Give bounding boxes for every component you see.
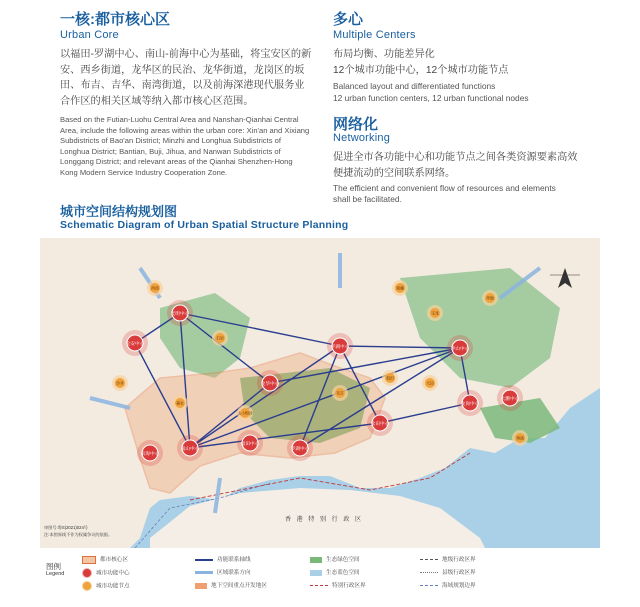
sea-swatch <box>420 585 438 586</box>
legend-item: 县级行政区界 <box>420 568 476 576</box>
city-center <box>457 390 483 416</box>
legend-title-en: Legend <box>46 571 65 577</box>
center-label: 龙华中心 <box>260 381 280 386</box>
center-label: 前海中心 <box>140 451 160 456</box>
network-text-cn: 促进全市各功能中心和功能节点之间各类资源要素高效便捷流动的空间联系网络。 <box>333 152 578 179</box>
urban-core-swatch <box>82 556 96 564</box>
diagram-title-en: Schematic Diagram of Urban Spatial Structure Planning <box>60 219 349 231</box>
diagram-title-cn: 城市空间结构规划图 <box>60 204 178 219</box>
city-node <box>382 370 398 386</box>
legend-item: 区域联系方向 <box>195 568 251 576</box>
node-label: 坂田 <box>386 376 394 381</box>
legend-item: 生态绿色空间 <box>310 555 360 563</box>
blue-swatch <box>310 570 322 576</box>
city-node <box>112 375 128 391</box>
legend <box>40 551 600 607</box>
city-center <box>122 330 148 356</box>
city-center <box>177 435 203 461</box>
map-note: 注:本图界线不作为权属争议的依据。 <box>44 532 113 537</box>
node-label: 大小梅沙 <box>237 411 253 416</box>
centers-text-cn-b: 12个城市功能中心，12个城市功能节点 <box>333 65 509 76</box>
node-label: 沙井 <box>116 381 124 386</box>
node-label: 坪地 <box>486 296 494 301</box>
hk-label: 香 港 特 别 行 政 区 <box>285 517 364 523</box>
node-label: 布吉 <box>336 391 344 396</box>
node-label: 宝龙 <box>431 311 439 316</box>
legend-item: 城市功能中心 <box>82 568 130 578</box>
center-label: 南山中心 <box>180 446 200 451</box>
legend-item: 地级行政区界 <box>420 555 476 563</box>
map-canvas <box>40 238 600 548</box>
city-node <box>422 375 438 391</box>
node-label: 大运 <box>426 381 434 386</box>
county-swatch <box>420 572 438 573</box>
city-node <box>392 280 408 296</box>
node-label: 观澜 <box>396 286 404 291</box>
network-title-en: Networking <box>333 132 391 144</box>
city-center <box>167 300 193 326</box>
city-center <box>257 370 283 396</box>
legend-item: 城市功能节点 <box>82 581 130 591</box>
center-label: 大鹏中心 <box>500 396 520 401</box>
center-swatch <box>82 568 92 578</box>
legend-item: 功能联系轴线 <box>195 555 251 563</box>
legend-item: 生态蓝色空间 <box>310 568 360 576</box>
centers-title-en: Multiple Centers <box>333 29 416 41</box>
node-swatch <box>82 581 92 591</box>
node-label: 石岩 <box>216 336 224 341</box>
axis-swatch <box>195 559 213 561</box>
center-label: 龙岗中心 <box>460 401 480 406</box>
prefecture-swatch <box>420 559 438 560</box>
legend-item: 地下空间重点开发地区 <box>195 581 267 589</box>
green-swatch <box>310 557 322 563</box>
city-center <box>447 335 473 361</box>
review-number: 审图号:粤S(2021)024号 <box>44 525 88 530</box>
core-paragraph-en: Based on the Futian-Luohu Central Area and Nanshan-Qianhai Central Area, include the following areas within the urban core: Xin'an and Xixiang Subdistricts of Bao'an District; Minzhi and Longhua Subdistricts of Longhua District; Bantian, Buji, Jihua, and Nanwan Subdistricts of Longgang District; and relevant areas of the Qianhai Shenzhen-Hong Kong Modern Service Industry Cooperation Zone. <box>60 115 310 177</box>
center-label: 盐田中心 <box>370 421 390 426</box>
city-center <box>367 410 393 436</box>
node-label: 葵涌 <box>516 436 524 441</box>
sar-swatch <box>310 585 328 586</box>
centers-title-cn: 多心 <box>333 11 364 28</box>
network-text-en: The efficient and convenient flow of resources and elements shall be facilitated. <box>333 183 556 204</box>
core-title-cn: 一核:都市核心区 <box>60 11 170 28</box>
core-title-en: Urban Core <box>60 29 119 41</box>
core-paragraph-cn: 以福田-罗湖中心、南山-前海中心为基础，将宝安区的新安、西乡街道，龙华区的民治、龙华街道，龙岗区的坂田、布吉、吉华、南湾街道，以及前海深港现代服务业合作区的相关区域等纳入都市核心区范围。 <box>60 49 312 107</box>
city-node <box>512 430 528 446</box>
city-node <box>427 305 443 321</box>
city-node <box>332 385 348 401</box>
node-label: 福永 <box>176 401 184 406</box>
legend-item: 特别行政区界 <box>310 581 366 589</box>
city-node <box>172 395 188 411</box>
centers-text-en-b: 12 urban function centers, 12 urban functional nodes <box>333 93 529 103</box>
center-label: 平湖中心 <box>330 344 350 349</box>
center-label: 坪山中心 <box>450 346 470 351</box>
node-label: 西部 <box>151 286 159 291</box>
center-label: 福田中心 <box>240 441 260 446</box>
city-node <box>212 330 228 346</box>
city-center <box>497 385 523 411</box>
city-center <box>327 333 353 359</box>
structure-map <box>40 238 600 548</box>
city-node <box>237 405 253 421</box>
city-node <box>147 280 163 296</box>
city-center <box>287 435 313 461</box>
center-label: 宝安中心 <box>125 341 145 346</box>
legend-item: 都市核心区 <box>82 555 128 564</box>
underground-swatch <box>195 583 207 589</box>
network-title-cn: 网络化 <box>333 116 379 133</box>
center-label: 光明中心 <box>170 311 190 316</box>
city-node <box>482 290 498 306</box>
legend-item: 海域规划边界 <box>420 581 476 589</box>
arrow-swatch <box>195 571 213 574</box>
city-center <box>137 440 163 466</box>
center-label: 罗湖中心 <box>290 446 310 451</box>
legend-title-cn: 图例 <box>46 562 61 571</box>
city-center <box>237 430 263 456</box>
centers-text-cn-a: 布局均衡、功能差异化 <box>333 49 435 60</box>
centers-text-en-a: Balanced layout and differentiated functions <box>333 81 496 91</box>
